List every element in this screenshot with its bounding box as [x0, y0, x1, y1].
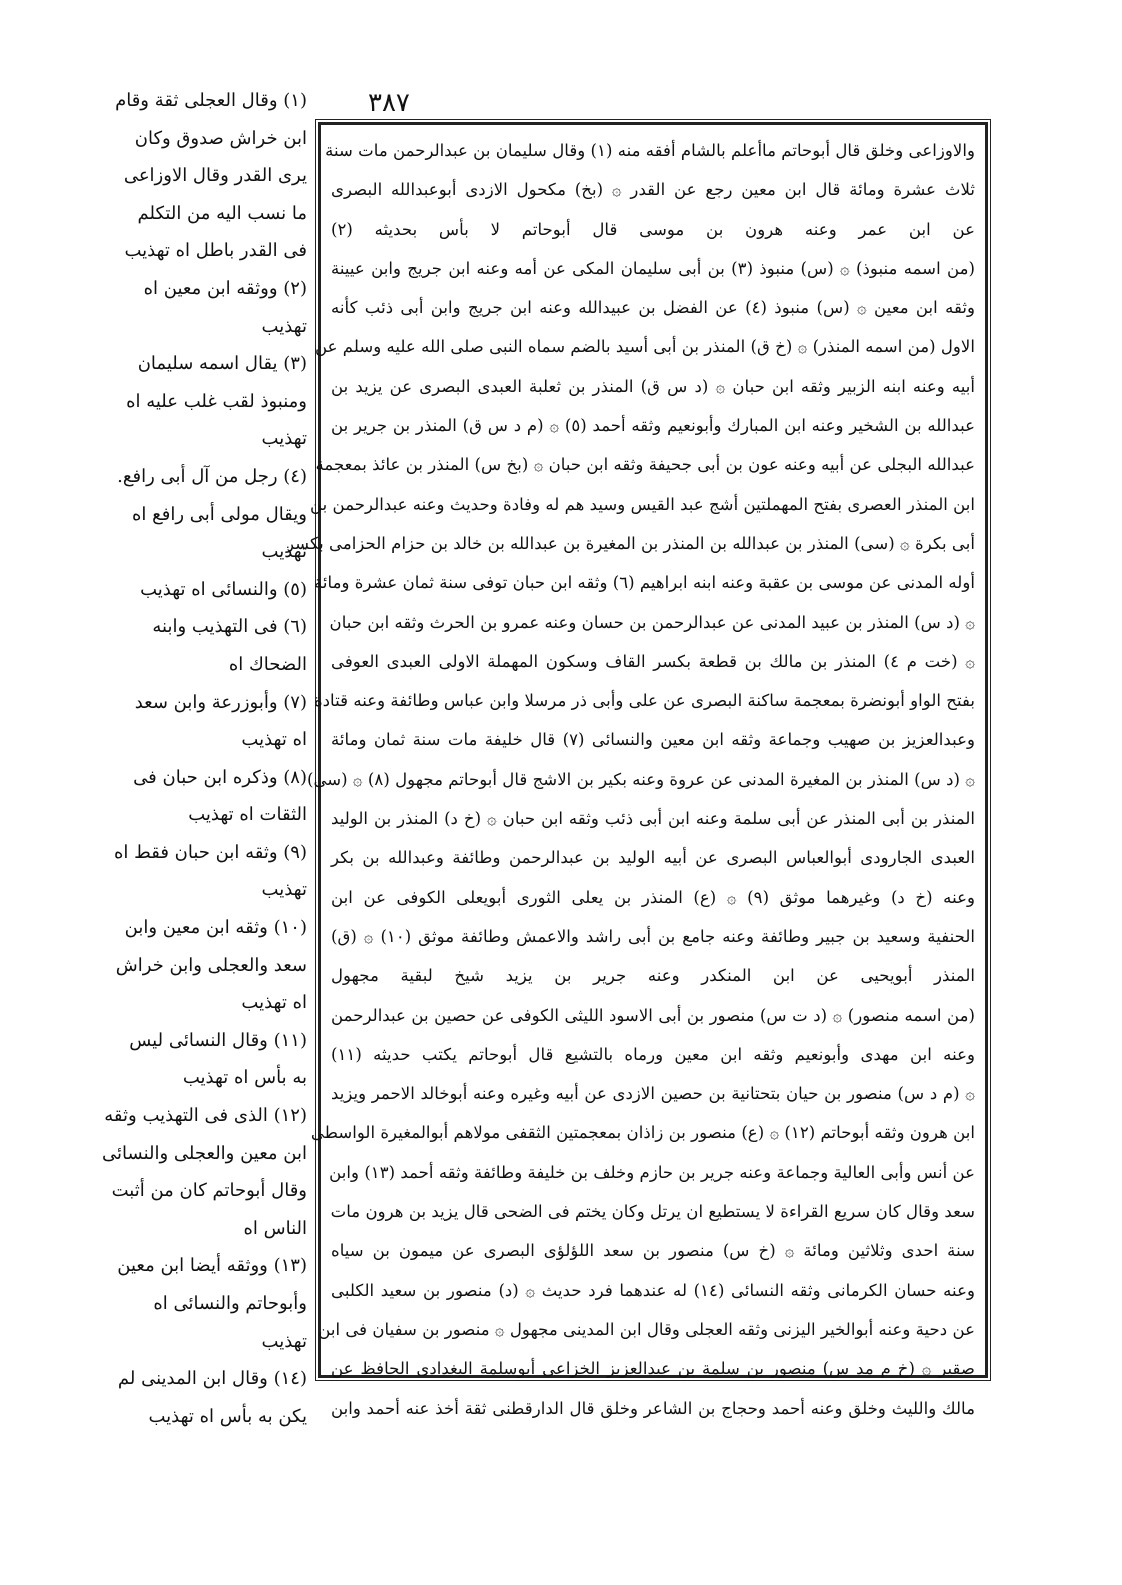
main-text-line: (من اسمه منبوذ) ۞ (س) منبوذ (٣) بن أبى سليمان المكى عن أمه وعنه ابن جريج وابن عيينة: [331, 258, 975, 278]
footnote-line: ومنبوذ لقب غلب عليه اه: [126, 390, 307, 412]
footnote-line: ابن معين والعجلى والنسائى: [102, 1142, 307, 1164]
main-text-line: سنة احدى وثلاثين ومائة ۞ (خ س) منصور بن سعد اللؤلؤى البصرى عن ميمون بن سياه: [331, 1241, 975, 1261]
main-text-line: بفتح الواو أبونضرة بمعجمة ساكنة البصرى عن على وأبى ذر مرسلا وابن عباس وطائفة وعنه قتادة: [313, 691, 975, 711]
main-text-line: أوله المدنى عن موسى بن عقبة وعنه ابنه ابراهيم (٦) وثقه ابن حبان توفى سنة ثمان عشرة ومائة: [314, 573, 975, 593]
main-text-line: ابن هرون وثقه أبوحاتم (١٢) ۞ (ع) منصور بن زاذان بمعجمتين الثقفى مولاهم أبوالمغيرة الواسطى: [310, 1123, 975, 1143]
main-text-line: (من اسمه منصور) ۞ (د ت س) منصور بن أبى الاسود الليثى الكوفى عن حصين بن عبدالرحمن: [331, 1005, 975, 1025]
footnote-line: (٩) وثقه ابن حبان فقط اه: [114, 841, 307, 863]
main-text-line: وعنه (خ د) وغيرهما موثق (٩) ۞ (ع) المنذر بن يعلى الثورى أبويعلى الكوفى عن ابن: [331, 887, 975, 907]
footnote-line: (١١) وقال النسائى ليس: [129, 1029, 307, 1051]
footnote-line: تهذيب: [261, 428, 307, 450]
footnote-line: (٨) وذكره ابن حبان فى: [133, 766, 307, 788]
main-text-line: الاول (من اسمه المنذر) ۞ (خ ق) المنذر بن أبى أسيد بالضم سماه النبى صلى الله عليه وسلم عن: [314, 337, 975, 357]
footnote-line: (٧) وأبوزرعة وابن سعد: [134, 691, 307, 713]
main-text-line: سعد وقال كان سريع القراءة لا يستطيع ان يرتل وكان يختم فى الضحى قال يزيد بن هرون مات: [330, 1202, 975, 1222]
main-text-line: ۞ (د س) المنذر بن المغيرة المدنى عن عروة وعنه بكير بن الاشج قال أبوحاتم مجهول (٨) ۞ (سى): [306, 769, 975, 789]
footnote-line: (١) وقال العجلى ثقة وقام: [115, 90, 307, 111]
footnote-line: (٤) رجل من آل أبى رافع.: [117, 465, 307, 487]
footnote-line: اه تهذيب: [241, 729, 307, 751]
main-text-line: وعبدالعزيز بن صهيب وجماعة وثقه ابن معين والنسائى (٧) قال خليفة مات سنة ثمان ومائة: [331, 730, 975, 750]
main-text-line: مالك والليث وخلق وعنه أحمد وحجاج بن الشاعر وخلق قال الدارقطنى ثقة أخذ عنه أحمد وابن: [331, 1398, 975, 1418]
footnote-line: الناس اه: [243, 1217, 307, 1239]
footnote-line: (٥) والنسائى اه تهذيب: [140, 578, 307, 600]
footnote-line: (١٤) وقال ابن المدينى لم: [117, 1368, 307, 1390]
footnote-line: (٢) ووثقه ابن معين اه: [143, 277, 307, 299]
footnote-line: تهذيب: [261, 879, 307, 901]
main-text-line: وثقه ابن معين ۞ (س) منبوذ (٤) عن الفضل بن عبيدالله وعنه ابن جريج وابن أبى ذئب كأنه: [331, 298, 976, 318]
footnote-line: (٣) يقال اسمه سليمان: [137, 353, 307, 375]
main-text-line: عبدالله بن الشخير وعنه ابن المبارك وأبونعيم وثقه أحمد (٥) ۞ (م د س ق) المنذر بن جرير بن: [331, 416, 975, 436]
footnote-line: سعد والعجلى وابن خراش: [115, 954, 307, 976]
footnote-line: (٦) فى التهذيب وابنه: [152, 616, 307, 638]
main-text-line: عن دحية وعنه أبوالخير اليزنى وثقه العجلى وقال ابن المدينى مجهول ۞ منصور بن سفيان فى ابن: [318, 1319, 975, 1339]
main-text-line: ابن المنذر العصرى بفتح المهملتين أشج عبد القيس وسيد هم له وفادة وحديث وعنه عبدالرحمن بن: [310, 494, 975, 514]
footnotes-column: [102, 82, 307, 1435]
footnote-line: ابن خراش صدوق وكان: [134, 127, 307, 149]
main-text-line: والاوزاعى وخلق قال أبوحاتم ماأعلم بالشام أفقه منه (١) وقال سليمان بن عبدالرحمن مات سنة: [325, 141, 975, 160]
footnote-line: الثقات اه تهذيب: [188, 804, 307, 826]
footnote-line: وأبوحاتم والنسائى اه: [153, 1293, 307, 1314]
footnote-line: الضحاك اه: [228, 653, 307, 675]
footnote-line: اه تهذيب: [241, 992, 307, 1014]
footnote-line: تهذيب: [261, 1330, 307, 1352]
main-text-line: الحنفية وسعيد بن جبير وطائفة وعنه جامع بن أبى راشد والاعمش وطائفة موثق (١٠) ۞ (ق): [331, 926, 975, 946]
main-text-line: ۞ (خت م ٤) المنذر بن مالك بن قطعة بكسر القاف وسكون المهملة الاولى العبدى العوفى: [331, 651, 975, 671]
footnote-line: ويقال مولى أبى رافع اه: [131, 503, 307, 525]
footnote-line: (١٣) ووثقه أيضا ابن معين: [117, 1255, 307, 1277]
page-number: ٣٨٧: [368, 88, 410, 118]
main-text-line: ثلاث عشرة ومائة قال ابن معين رجع عن القدر ۞ (بخ) مكحول الازدى أبوعبدالله البصرى: [331, 180, 975, 200]
footnote-line: فى القدر باطل اه تهذيب: [124, 240, 307, 262]
footnote-line: (١٠) وثقه ابن معين وابن: [124, 917, 307, 939]
main-text-line: عن ابن عمر وعنه هرون بن موسى قال أبوحاتم لا بأس بحديثه (٢): [331, 219, 975, 239]
main-text-line: عبدالله البجلى عن أبيه وعنه عون بن أبى جحيفة وثقه ابن حبان ۞ (بخ س) المنذر بن عائذ بمعجمة: [315, 455, 975, 475]
main-text-line: المنذر بن أبى المنذر عن أبى سلمة وعنه ابن أبى ذئب وثقه ابن حبان ۞ (خ د) المنذر بن الوليد: [331, 809, 975, 829]
footnote-line: (١٢) الذى فى التهذيب وثقه: [104, 1105, 307, 1127]
footnote-line: يكن به بأس اه تهذيب: [148, 1405, 307, 1427]
main-text-line: ۞ (د س) المنذر بن عبيد المدنى عن عبدالرحمن بن حسان وعنه عمرو بن الحرث وثقه ابن حبان: [329, 612, 975, 632]
main-text-line: وعنه حسان الكرمانى وثقه النسائى (١٤) له عندهما فرد حديث ۞ (د) منصور بن سعيد الكلبى: [331, 1280, 975, 1300]
footnote-line: تهذيب: [261, 315, 307, 337]
footnote-line: ما نسب اليه من التكلم: [137, 202, 307, 224]
main-text-frame: [286, 122, 988, 1418]
main-text-line: أبى بكرة ۞ (سى) المنذر بن عبدالله بن المنذر بن المغيرة بن عبدالله بن خالد بن حزام الحزامى بكسر: [286, 533, 975, 553]
main-text-line: المنذر أبويحيى عن ابن المنكدر وعنه جرير بن يزيد شيخ لبقية مجهول: [331, 966, 975, 986]
footnote-line: به بأس اه تهذيب: [182, 1067, 307, 1089]
footnote-line: تهذيب: [261, 541, 307, 563]
main-text-line: أبيه وعنه ابنه الزبير وثقه ابن حبان ۞ (د س ق) المنذر بن ثعلبة العبدى البصرى عن يزيد بن: [331, 376, 975, 396]
footnote-line: يرى القدر وقال الاوزاعى: [123, 165, 307, 187]
main-text-line: وعنه ابن مهدى وأبونعيم وثقه ابن معين ورماه بالتشيع قال أبوحاتم يكتب حديثه (١١): [331, 1044, 975, 1064]
main-text-line: ۞ (م د س) منصور بن حيان بتحتانية بن حصين الازدى عن أبيه وغيره وعنه أبوخالد الاحمر ويزيد: [331, 1084, 975, 1104]
main-text-line: صقير ۞ (خ م مد س) منصور بن سلمة بن عبدالعزيز الخزاعى أبوسلمة البغدادى الحافظ عن: [331, 1359, 975, 1379]
footnote-line: وقال أبوحاتم كان من أثبت: [111, 1180, 307, 1202]
main-text-line: العبدى الجارودى أبوالعباس البصرى عن أبيه الوليد بن عبدالرحمن وطائفة وعبدالله بن بكر: [331, 848, 975, 868]
main-text-line: عن أنس وأبى العالية وجماعة وعنه جرير بن حازم وخلف بن خليفة وطائفة وثقه أحمد (١٣) وابن: [329, 1162, 975, 1182]
